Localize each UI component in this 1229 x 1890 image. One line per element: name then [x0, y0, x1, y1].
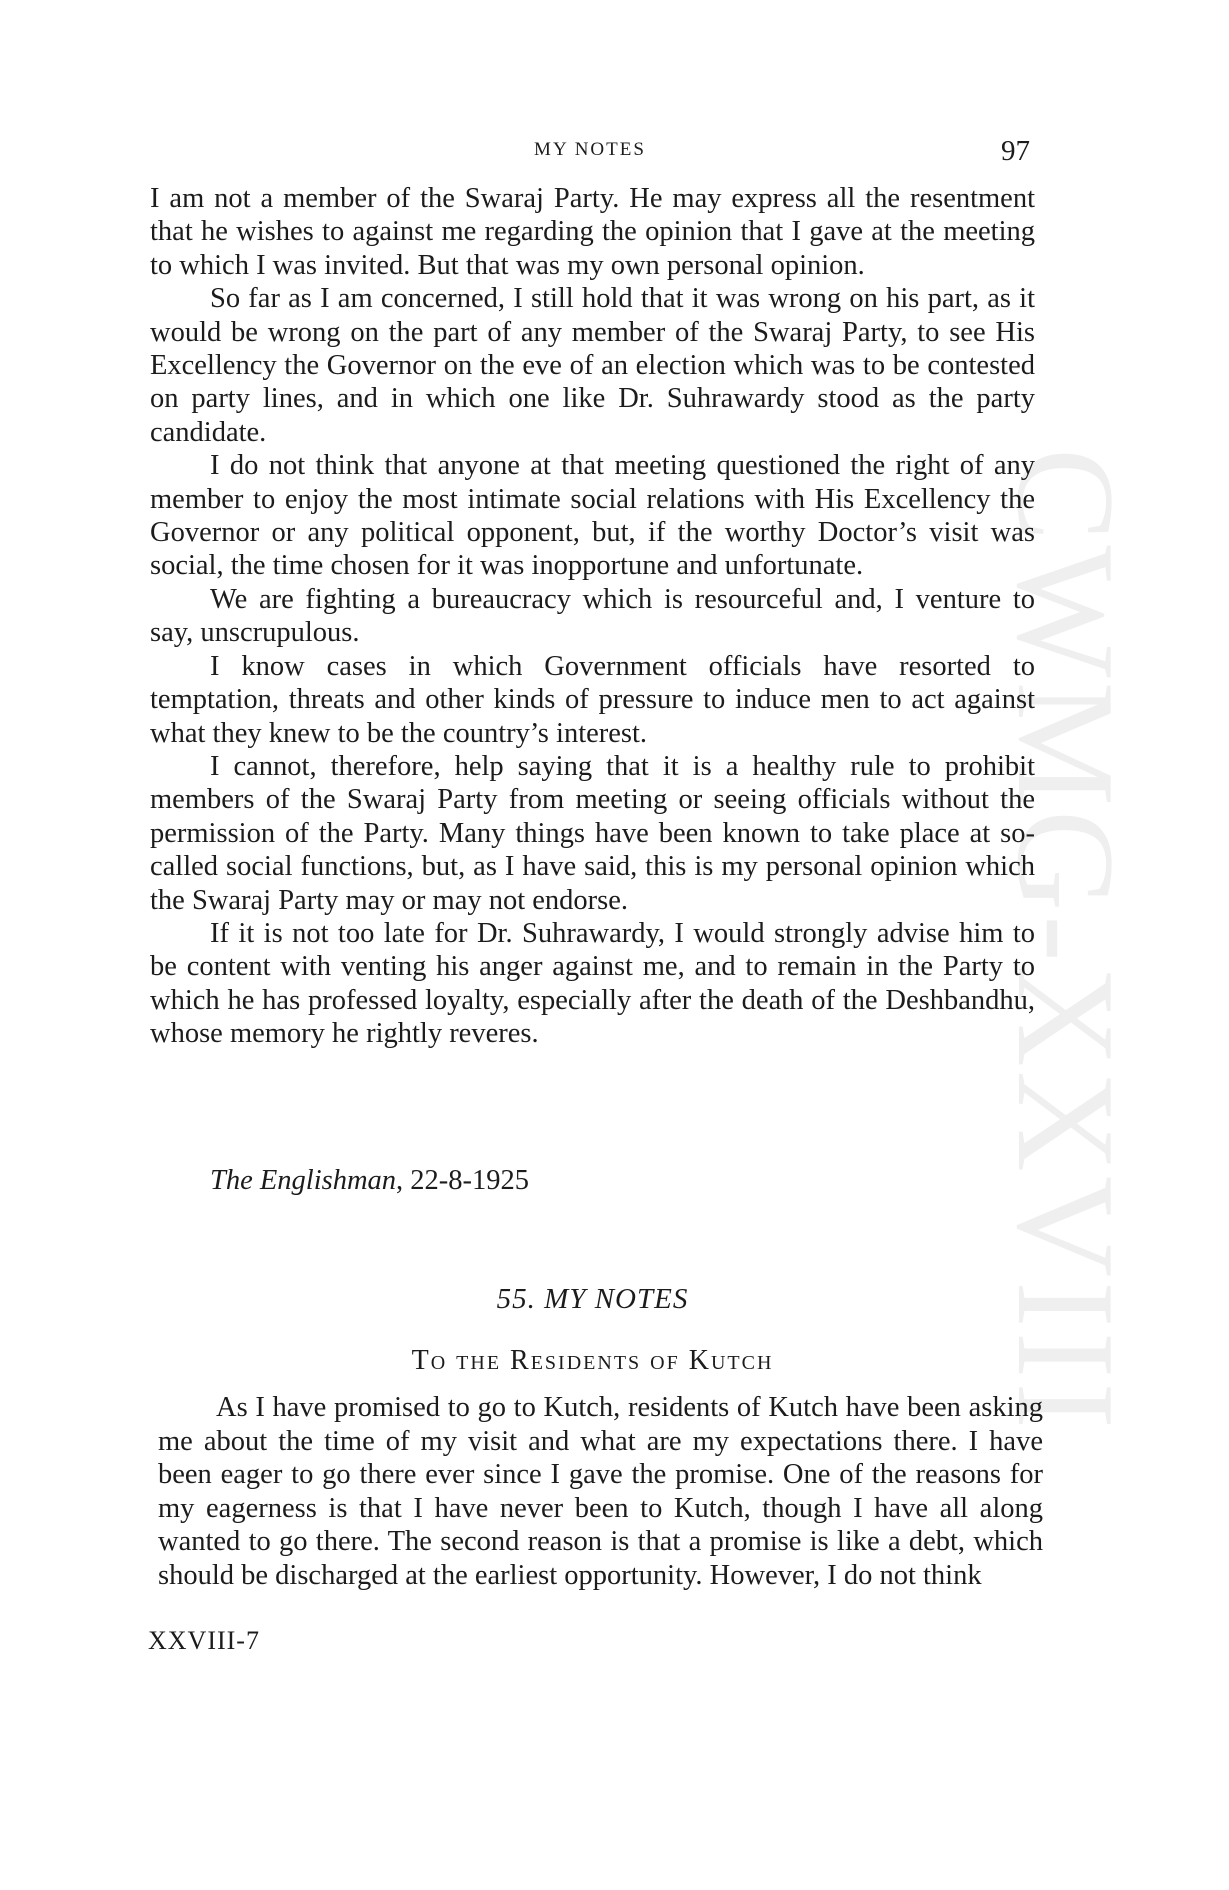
- page-number: 97: [1001, 135, 1030, 167]
- paragraph: I cannot, therefore, help saying that it is a healthy rule to prohibit members of the Swaraj Party from meeting or seeing officials without the permission of the Party. Many things have been known to take place at so-called social functions, but, as I have said, this is my personal opinion which the Swaraj Party may or may not endorse.: [150, 750, 1035, 916]
- running-head: [150, 135, 1030, 165]
- source-citation: [210, 1165, 529, 1197]
- paragraph: As I have promised to go to Kutch, residents of Kutch have been asking me about the time of my visit and what are my expectations there. I have been eager to go there ever since I gave the promise. One of the reasons for my eagerness is that I have never been to Kutch, though I have all along wanted to go there. The second reason is that a promise is like a debt, which should be discharged at the earliest opportunity. However, I do not think: [158, 1392, 1043, 1591]
- article-body: [150, 182, 1035, 1051]
- running-title: MY NOTES: [534, 139, 646, 160]
- watermark-text: CWMG-XXVIII: [987, 447, 1143, 1433]
- article-body-2: [158, 1391, 1043, 1593]
- paragraph: We are fighting a bureaucracy which is resourceful and, I venture to say, unscrupulous.: [150, 583, 1035, 649]
- section-subheading: To the Residents of Kutch: [411, 1345, 774, 1376]
- paragraph: I do not think that anyone at that meeting questioned the right of any member to enjoy the most intimate social relations with His Excellency the Governor or any political opponent, but, if the worthy Doctor’s visit was social, the time chosen for it was inopportune and unfortunate.: [150, 450, 1035, 582]
- source-date: , 22-8-1925: [396, 1165, 530, 1196]
- section-heading: 55. MY NOTES: [496, 1283, 689, 1315]
- source-publication: The Englishman: [210, 1165, 397, 1196]
- paragraph: So far as I am concerned, I still hold that it was wrong on his part, as it would be wrong on the part of any member of the Swaraj Party, to see His Excellency the Governor on the eve of an election which was to be contested on party lines, and in which one like Dr. Suhrawardy stood as the party candidate.: [150, 283, 1035, 448]
- signature-mark: XXVIII-7: [148, 1626, 260, 1655]
- paragraph: I know cases in which Government officials have resorted to temptation, threats and other kinds of pressure to induce men to act against what they knew to be the country’s interest.: [150, 650, 1035, 749]
- paragraph: I am not a member of the Swaraj Party. He may express all the resentment that he wishes to against me regarding the opinion that I gave at the meeting to which I was invited. But that was my own personal opinion.: [150, 183, 1035, 281]
- paragraph: If it is not too late for Dr. Suhrawardy, I would strongly advise him to be content with venting his anger against me, and to remain in the Party to which he has professed loyalty, especially after the death of the Deshbandhu, whose memory he rightly reveres.: [150, 917, 1035, 1050]
